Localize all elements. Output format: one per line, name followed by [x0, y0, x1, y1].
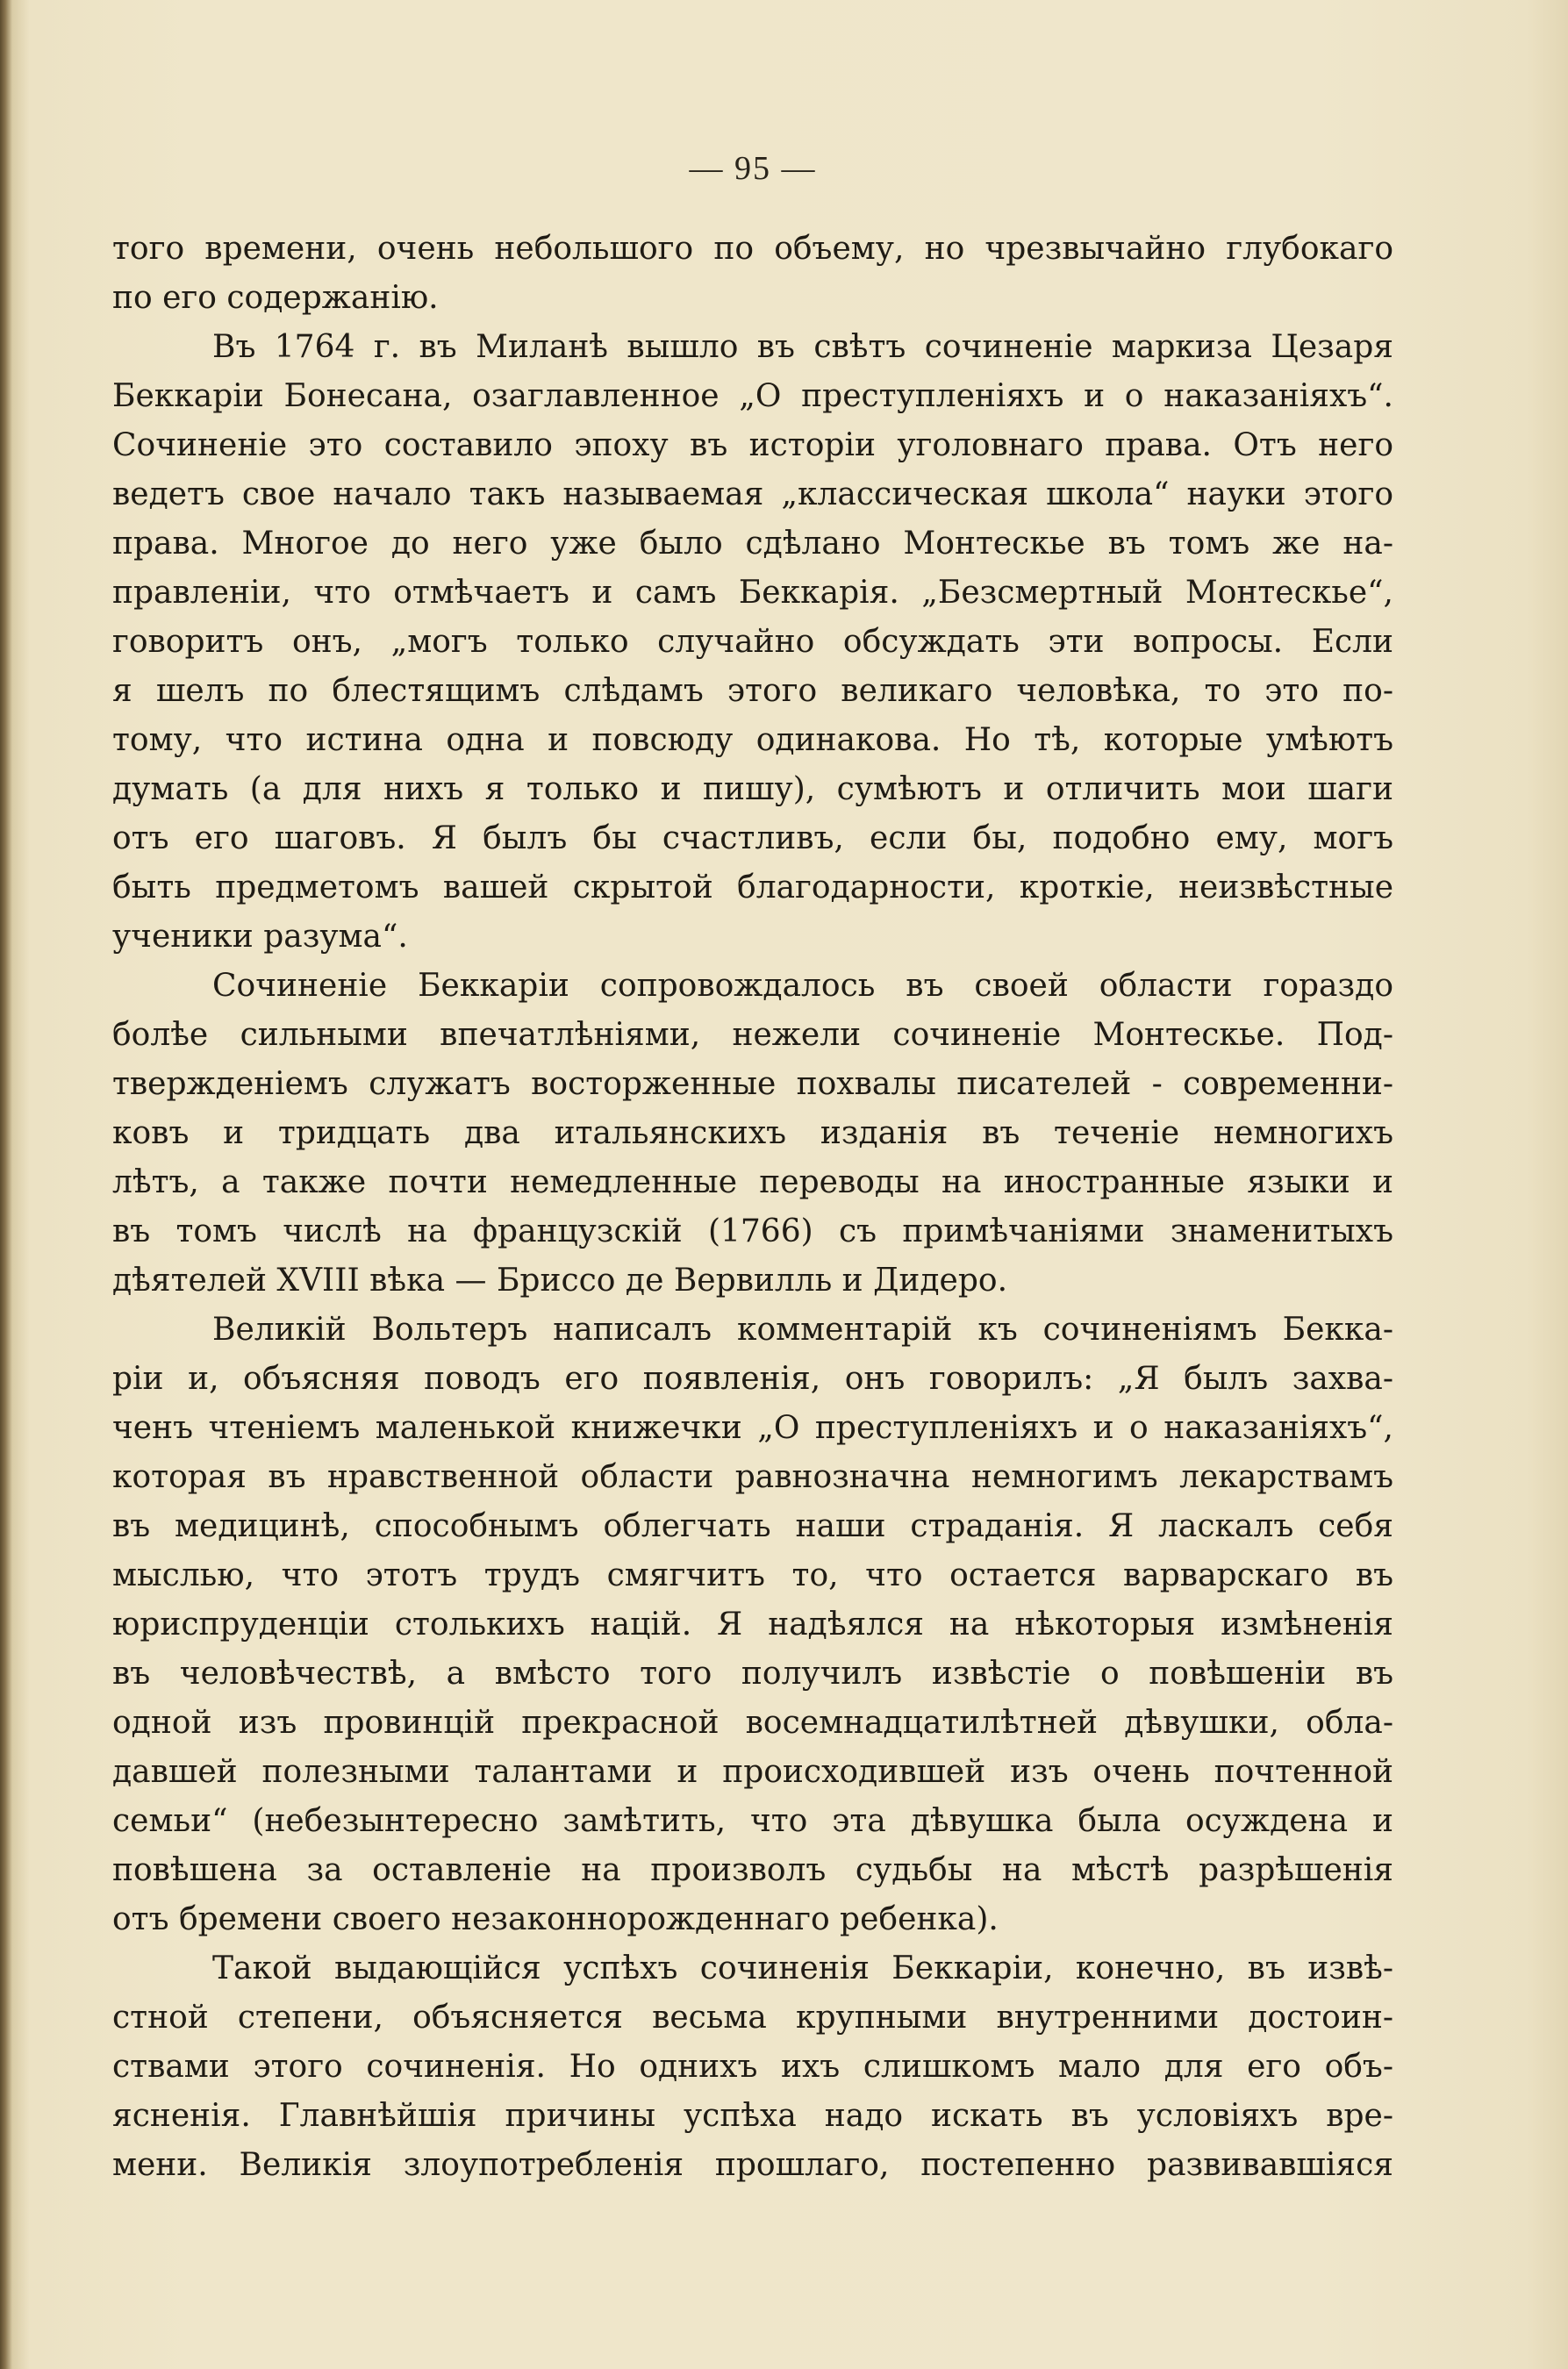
text-line: семьи“ (небезынтересно замѣтить, что эта дѣвушка была осуждена и: [112, 1803, 1393, 1839]
text-line: отъ его шаговъ. Я былъ бы счастливъ, если бы, подобно ему, могъ: [112, 820, 1393, 856]
text-line: ствами этого сочиненія. Но однихъ ихъ слишкомъ мало для его объ-: [112, 2049, 1393, 2085]
text-line: я шелъ по блестящимъ слѣдамъ этого великаго человѣка, то это по-: [112, 673, 1393, 709]
text-line: Сочиненіе Беккаріи сопровождалось въ своей области гораздо: [212, 968, 1393, 1004]
text-line: которая въ нравственной области равнозначна немногимъ лекарствамъ: [112, 1459, 1393, 1495]
text-line: въ человѣчествѣ, а вмѣсто того получилъ извѣстіе о повѣшеніи въ: [112, 1656, 1393, 1692]
text-line: Сочиненіе это составило эпоху въ исторіи уголовнаго права. Отъ него: [112, 427, 1393, 463]
text-line: одной изъ провинцій прекрасной восемнадцатилѣтней дѣвушки, обла-: [112, 1705, 1393, 1741]
text-line: ученики разума“.: [112, 919, 408, 955]
text-line: мени. Великія злоупотребленія прошлаго, постепенно развивавшіяся: [112, 2147, 1393, 2183]
text-line: болѣе сильными впечатлѣніями, нежели сочиненіе Монтескье. Под-: [112, 1017, 1393, 1053]
text-line: давшей полезными талантами и происходившей изъ очень почтенной: [112, 1754, 1393, 1790]
text-line: отъ бремени своего незаконнорожденнаго ребенка).: [112, 1901, 999, 1937]
page-number: — 95 —: [689, 150, 817, 187]
text-line: того времени, очень небольшого по объему, но чрезвычайно глубокаго: [112, 231, 1393, 267]
text-line: въ томъ числѣ на французскій (1766) съ примѣчаніями знаменитыхъ: [112, 1213, 1393, 1249]
text-line: правленіи, что отмѣчаетъ и самъ Беккарія. „Безсмертный Монтескье“,: [112, 575, 1393, 611]
text-line: въ медицинѣ, способнымъ облегчать наши страданія. Я ласкалъ себя: [112, 1508, 1393, 1544]
text-line: тому, что истина одна и повсюду одинакова. Но тѣ, которые умѣютъ: [112, 722, 1393, 758]
text-line: стной степени, объясняется весьма крупными внутренними достоин-: [112, 2000, 1393, 2036]
text-line: права. Многое до него уже было сдѣлано Монтескье въ томъ же на-: [112, 526, 1393, 562]
text-line: думать (а для нихъ я только и пишу), сумѣютъ и отличить мои шаги: [112, 771, 1393, 807]
text-line: Великій Вольтеръ написалъ комментарій къ сочиненіямъ Бекка-: [212, 1312, 1393, 1348]
text-line: быть предметомъ вашей скрытой благодарности, кроткіе, неизвѣстные: [112, 870, 1393, 905]
text-line: повѣшена за оставленіе на произволъ судьбы на мѣстѣ разрѣшенія: [112, 1852, 1393, 1888]
text-line: ріи и, объясняя поводъ его появленія, онъ говорилъ: „Я былъ захва-: [112, 1361, 1393, 1397]
text-line: мыслью, что этотъ трудъ смягчитъ то, что остается варварскаго въ: [112, 1557, 1393, 1593]
text-line: юриспруденціи столькихъ націй. Я надѣялся на нѣкоторыя измѣненія: [112, 1607, 1393, 1643]
text-line: Беккаріи Бонесана, озаглавленное „О преступленіяхъ и о наказаніяхъ“.: [112, 378, 1393, 414]
page-text: [112, 147, 1393, 2190]
text-line: ведетъ свое начало такъ называемая „классическая школа“ науки этого: [112, 476, 1393, 512]
text-line: лѣтъ, а также почти немедленные переводы на иностранные языки и: [112, 1164, 1393, 1200]
text-line: Въ 1764 г. въ Миланѣ вышло въ свѣтъ сочиненіе маркиза Цезаря: [212, 329, 1393, 365]
text-line: по его содержанію.: [112, 280, 439, 316]
text-line: говоритъ онъ, „могъ только случайно обсуждать эти вопросы. Если: [112, 624, 1393, 660]
text-lines: [112, 225, 1393, 2190]
text-line: Такой выдающійся успѣхъ сочиненія Беккаріи, конечно, въ извѣ-: [212, 1950, 1393, 1986]
text-line: ченъ чтеніемъ маленькой книжечки „О преступленіяхъ и о наказаніяхъ“,: [112, 1410, 1393, 1446]
text-line: ковъ и тридцать два итальянскихъ изданія въ теченіе немногихъ: [112, 1115, 1393, 1151]
text-line: ясненія. Главнѣйшія причины успѣха надо искать въ условіяхъ вре-: [112, 2098, 1393, 2134]
text-line: твержденіемъ служатъ восторженные похвалы писателей - современни-: [112, 1066, 1393, 1102]
text-line: дѣятелей XVIII вѣка — Бриссо де Вервилль и Дидеро.: [112, 1263, 1008, 1299]
